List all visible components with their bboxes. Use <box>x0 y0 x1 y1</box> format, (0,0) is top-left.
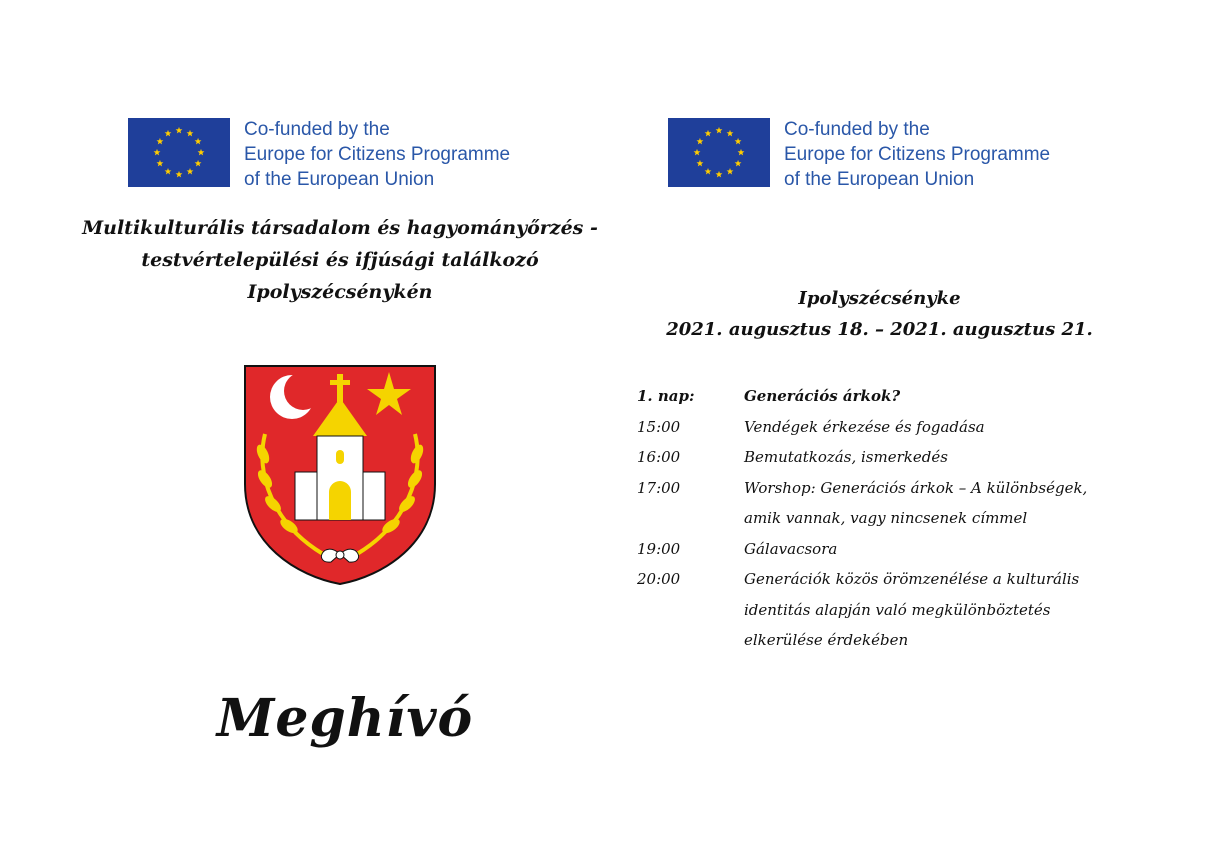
schedule-desc <box>744 564 1197 656</box>
schedule-desc <box>744 412 1197 443</box>
left-panel <box>0 0 607 863</box>
schedule-desc-line: Bemutatkozás, ismerkedés <box>744 448 948 466</box>
invitation-heading: Meghívó <box>216 688 474 749</box>
title-line: Ipolyszécsénykén <box>247 281 433 303</box>
schedule-item <box>637 564 1197 656</box>
event-place: Ipolyszécsényke <box>798 288 961 309</box>
schedule-desc-line: Generációk közös örömzenélése a kulturális <box>744 570 1080 588</box>
title-line: Multikulturális társadalom és hagyományőrzés - <box>82 217 598 239</box>
eu-logo-text <box>784 117 1050 192</box>
schedule-desc-line: elkerülése érdekében <box>744 631 909 649</box>
eu-flag-icon <box>668 118 770 187</box>
schedule-item <box>637 534 1197 565</box>
schedule-time: 20:00 <box>637 570 681 588</box>
eu-logo-line: Co-funded by the <box>784 119 930 140</box>
eu-logo-line: Europe for Citizens Programme <box>244 144 511 165</box>
eu-cofunded-logo <box>668 118 1050 192</box>
day-label: 1. nap: <box>637 387 695 405</box>
schedule-day-header <box>637 381 1197 412</box>
schedule-time: 19:00 <box>637 539 681 558</box>
schedule <box>637 381 1197 656</box>
schedule-item <box>637 442 1197 473</box>
schedule-item <box>637 473 1197 534</box>
schedule-desc-line: Vendégek érkezése és fogadása <box>744 417 985 436</box>
title-line: testvértelepülési és ifjúsági találkozó <box>141 249 539 271</box>
event-dates: 2021. augusztus 18. – 2021. augusztus 21. <box>666 319 1093 340</box>
eu-logo-line: Co-funded by the <box>244 119 390 140</box>
eu-logo-line: Europe for Citizens Programme <box>784 144 1051 165</box>
schedule-desc-line: Worshop: Generációs árkok – A különbségek, <box>744 478 1088 497</box>
schedule-desc <box>744 473 1197 534</box>
schedule-desc <box>744 442 1197 473</box>
schedule-time: 15:00 <box>637 417 681 436</box>
schedule-desc-line: identitás alapján való megkülönböztetés <box>744 600 1051 619</box>
schedule-item <box>637 412 1197 443</box>
eu-logo-line: of the European Union <box>244 169 435 190</box>
eu-logo-text <box>244 117 510 192</box>
schedule-time: 16:00 <box>637 448 681 466</box>
eu-logo-line: of the European Union <box>784 169 975 190</box>
event-location-dates <box>607 283 1152 345</box>
day-title: Generációs árkok? <box>744 387 901 405</box>
right-panel <box>607 0 1215 863</box>
schedule-time: 17:00 <box>637 478 681 497</box>
schedule-desc-line: Gálavacsora <box>744 539 838 558</box>
eu-flag-icon <box>128 118 230 187</box>
coat-of-arms-icon <box>243 364 437 586</box>
schedule-desc <box>744 534 1197 565</box>
event-title <box>60 212 620 308</box>
schedule-desc-line: amik vannak, vagy nincsenek címmel <box>744 509 1028 527</box>
eu-cofunded-logo <box>128 118 510 192</box>
